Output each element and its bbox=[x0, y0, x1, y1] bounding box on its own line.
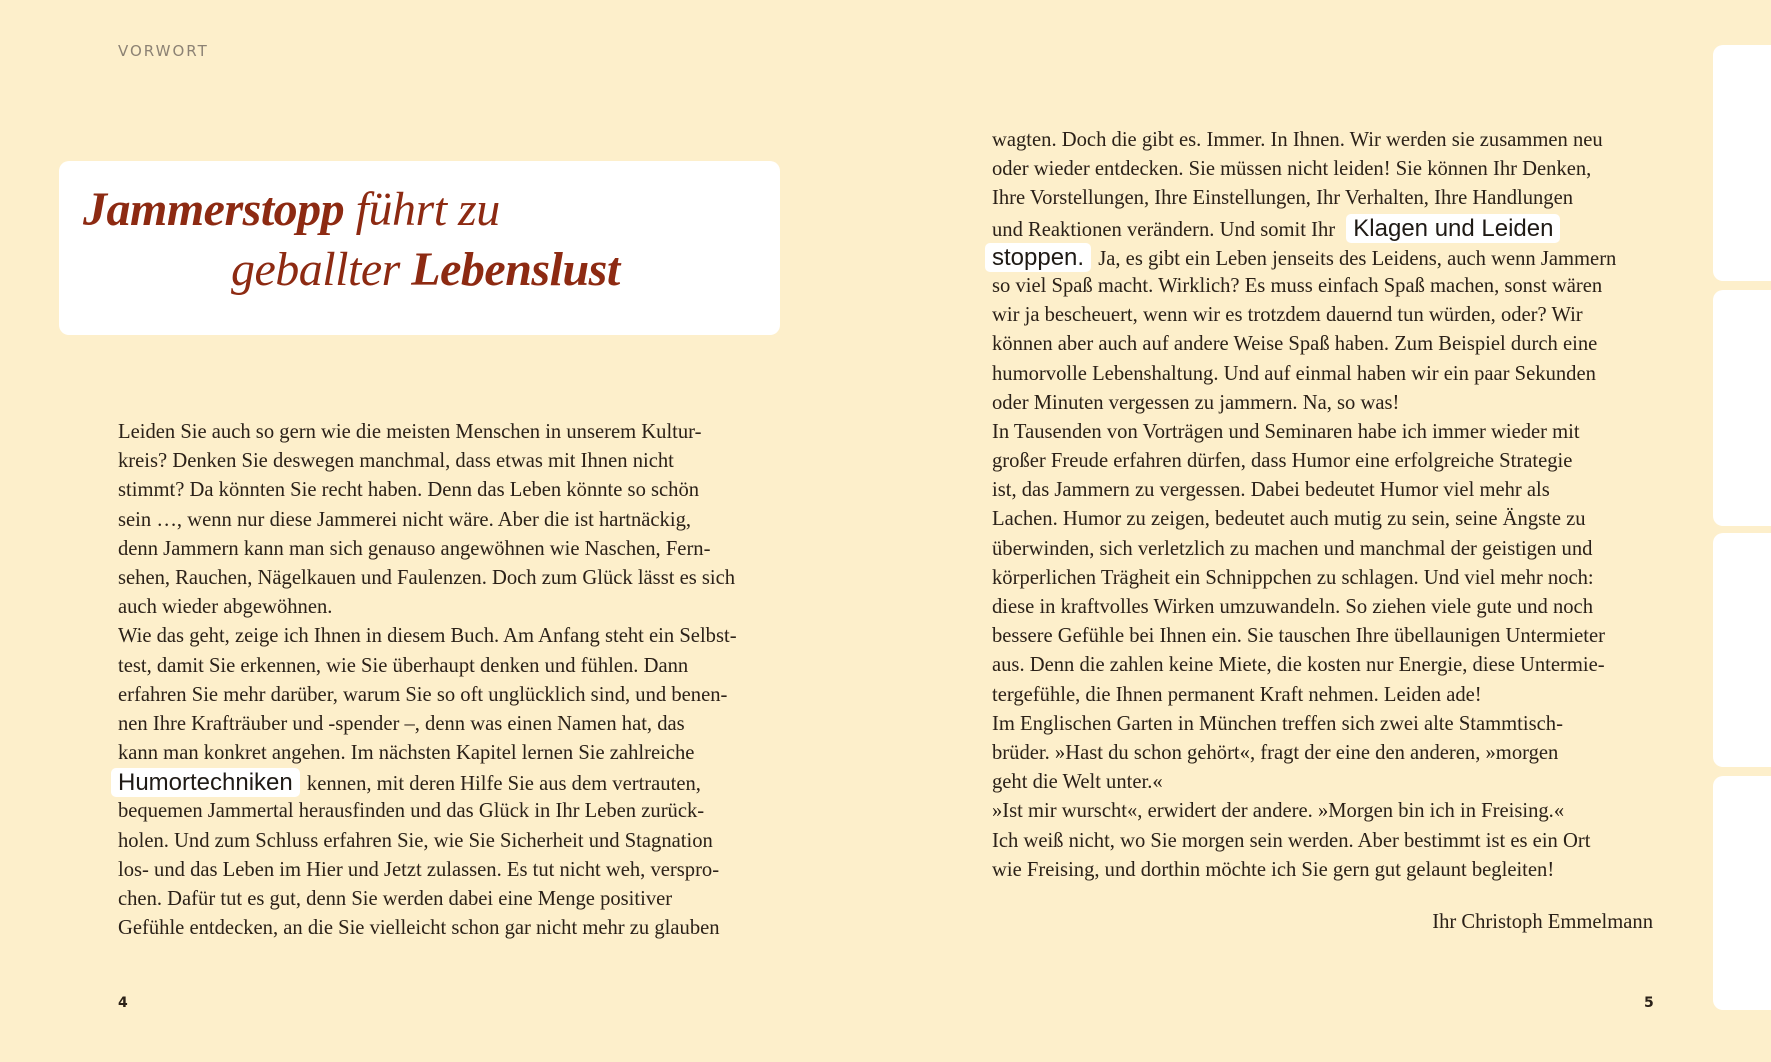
text-line: bessere Gefühle bei Ihnen ein. Sie tauschen Ihre übellaunigen Untermieter bbox=[992, 625, 1605, 648]
text-line: auch wieder abgewöhnen. bbox=[118, 596, 333, 619]
text-line: Gefühle entdecken, an die Sie vielleicht schon gar nicht mehr zu glauben bbox=[118, 917, 720, 940]
text-line: denn Jammern kann man sich genauso angewöhnen wie Naschen, Fern- bbox=[118, 537, 711, 560]
text-line: brüder. »Hast du schon gehört«, fragt der eine den anderen, »morgen bbox=[992, 741, 1559, 764]
text-fragment: und Reaktionen verändern. Und somit Ihr bbox=[992, 218, 1341, 241]
text-line: »Ist mir wurscht«, erwidert der andere. »Morgen bin ich in Freising.« bbox=[992, 800, 1565, 823]
text-line: bequemen Jammertal herausfinden und das Glück in Ihr Leben zurück- bbox=[118, 800, 705, 823]
highlighted-term: Humortechniken bbox=[111, 768, 300, 797]
text-line: Lachen. Humor zu zeigen, bedeutet auch mutig zu sein, seine Ängste zu bbox=[992, 508, 1586, 531]
text-line: wagten. Doch die gibt es. Immer. In Ihnen. Wir werden sie zusammen neu bbox=[992, 129, 1603, 151]
text-line: diese in kraftvolles Wirken umzuwandeln. So ziehen viele gute und noch bbox=[992, 596, 1593, 618]
text-line: oder Minuten vergessen zu jammern. Na, so was! bbox=[992, 391, 1400, 414]
text-line: geht die Welt unter.« bbox=[992, 771, 1163, 794]
text-line: so viel Spaß macht. Wirklich? Es muss einfach Spaß machen, sonst wären bbox=[992, 274, 1603, 297]
text-line: tergefühle, die Ihnen permanent Kraft nehmen. Leiden ade! bbox=[992, 683, 1482, 706]
text-line: Im Englischen Garten in München treffen sich zwei alte Stammtisch- bbox=[992, 712, 1563, 735]
right-text-column bbox=[992, 126, 1657, 885]
text-line: los- und das Leben im Hier und Jetzt zulassen. Es tut nicht weh, verspro- bbox=[118, 858, 720, 881]
chapter-tab[interactable] bbox=[1713, 45, 1771, 281]
left-text-column bbox=[118, 418, 783, 943]
text-line: können aber auch auf andere Weise Spaß haben. Zum Beispiel durch eine bbox=[992, 333, 1598, 356]
title-bold-word: Jammerstopp bbox=[83, 183, 345, 236]
text-line bbox=[992, 243, 1657, 272]
text-line bbox=[992, 214, 1657, 243]
text-line: Wie das geht, zeige ich Ihnen in diesem Buch. Am Anfang steht ein Selbst- bbox=[118, 625, 737, 648]
highlighted-phrase: Klagen und Leiden bbox=[1346, 214, 1560, 243]
text-line: humorvolle Lebenshaltung. Und auf einmal haben wir ein paar Sekunden bbox=[992, 362, 1596, 385]
text-line: oder wieder entdecken. Sie müssen nicht leiden! Sie können Ihr Denken, bbox=[992, 158, 1592, 181]
text-line: sein …, wenn nur diese Jammerei nicht wäre. Aber die ist hartnäckig, bbox=[118, 508, 692, 531]
text-line: stimmt? Da könnten Sie recht haben. Denn das Leben könnte so schön bbox=[118, 479, 700, 502]
text-fragment: Ja, es gibt ein Leben jenseits des Leidens, auch wenn Jammern bbox=[1093, 247, 1617, 270]
highlighted-phrase: stoppen. bbox=[985, 243, 1091, 272]
text-line: Ich weiß nicht, wo Sie morgen sein werden. Aber bestimmt ist es ein Ort bbox=[992, 829, 1591, 852]
chapter-tab[interactable] bbox=[1713, 533, 1771, 767]
text-line: kann man konkret angehen. Im nächsten Kapitel lernen Sie zahlreiche bbox=[118, 742, 695, 765]
text-line: In Tausenden von Vorträgen und Seminaren habe ich immer wieder mit bbox=[992, 420, 1580, 443]
text-line: wir ja bescheuert, wenn wir es trotzdem dauernd tun würden, oder? Wir bbox=[992, 304, 1583, 327]
text-line: körperlichen Trägheit ein Schnippchen zu schlagen. Und viel mehr noch: bbox=[992, 566, 1594, 589]
text-line: nen Ihre Krafträuber und -spender –, denn was einen Namen hat, das bbox=[118, 712, 685, 735]
title-text: führt zu bbox=[344, 183, 500, 236]
running-head: VORWORT bbox=[118, 42, 209, 60]
title-text: geballter bbox=[231, 243, 412, 296]
text-line: test, damit Sie erkennen, wie Sie überhaupt denken und fühlen. Dann bbox=[118, 654, 689, 677]
text-line: großer Freude erfahren dürfen, dass Humor eine erfolgreiche Strategie bbox=[992, 450, 1573, 473]
text-line: wie Freising, und dorthin möchte ich Sie gern gut gelaunt begleiten! bbox=[992, 858, 1555, 881]
signature: Ihr Christoph Emmelmann bbox=[1432, 911, 1653, 933]
chapter-tab[interactable] bbox=[1713, 776, 1771, 1010]
text-fragment: kennen, mit deren Hilfe Sie aus dem vertrauten, bbox=[301, 773, 701, 796]
text-line: chen. Dafür tut es gut, denn Sie werden dabei eine Menge positiver bbox=[118, 888, 673, 910]
text-line bbox=[118, 768, 783, 797]
chapter-title-line-2 bbox=[231, 243, 620, 296]
chapter-tab[interactable] bbox=[1713, 290, 1771, 526]
text-line: kreis? Denken Sie deswegen manchmal, dass etwas mit Ihnen nicht bbox=[118, 450, 674, 473]
page-number-left: 4 bbox=[118, 995, 128, 1011]
text-line: überwinden, sich verletzlich zu machen und manchmal der geistigen und bbox=[992, 537, 1593, 560]
text-line: Ihre Vorstellungen, Ihre Einstellungen, Ihr Verhalten, Ihre Handlungen bbox=[992, 187, 1574, 210]
text-line: sehen, Rauchen, Nägelkauen und Faulenzen. Doch zum Glück lässt es sich bbox=[118, 566, 736, 589]
text-line: erfahren Sie mehr darüber, warum Sie so oft unglücklich sind, und benen- bbox=[118, 683, 728, 706]
title-bold-word: Lebenslust bbox=[411, 243, 620, 296]
chapter-title-line-1 bbox=[83, 183, 500, 236]
text-line: ist, das Jammern zu vergessen. Dabei bedeutet Humor viel mehr als bbox=[992, 479, 1550, 502]
text-line: Leiden Sie auch so gern wie die meisten Menschen in unserem Kultur- bbox=[118, 421, 702, 443]
text-line: holen. Und zum Schluss erfahren Sie, wie Sie Sicherheit und Stagnation bbox=[118, 829, 713, 852]
page-number-right: 5 bbox=[1644, 995, 1654, 1011]
text-line: aus. Denn die zahlen keine Miete, die kosten nur Energie, diese Untermie- bbox=[992, 654, 1605, 677]
chapter-title-box bbox=[59, 161, 780, 335]
